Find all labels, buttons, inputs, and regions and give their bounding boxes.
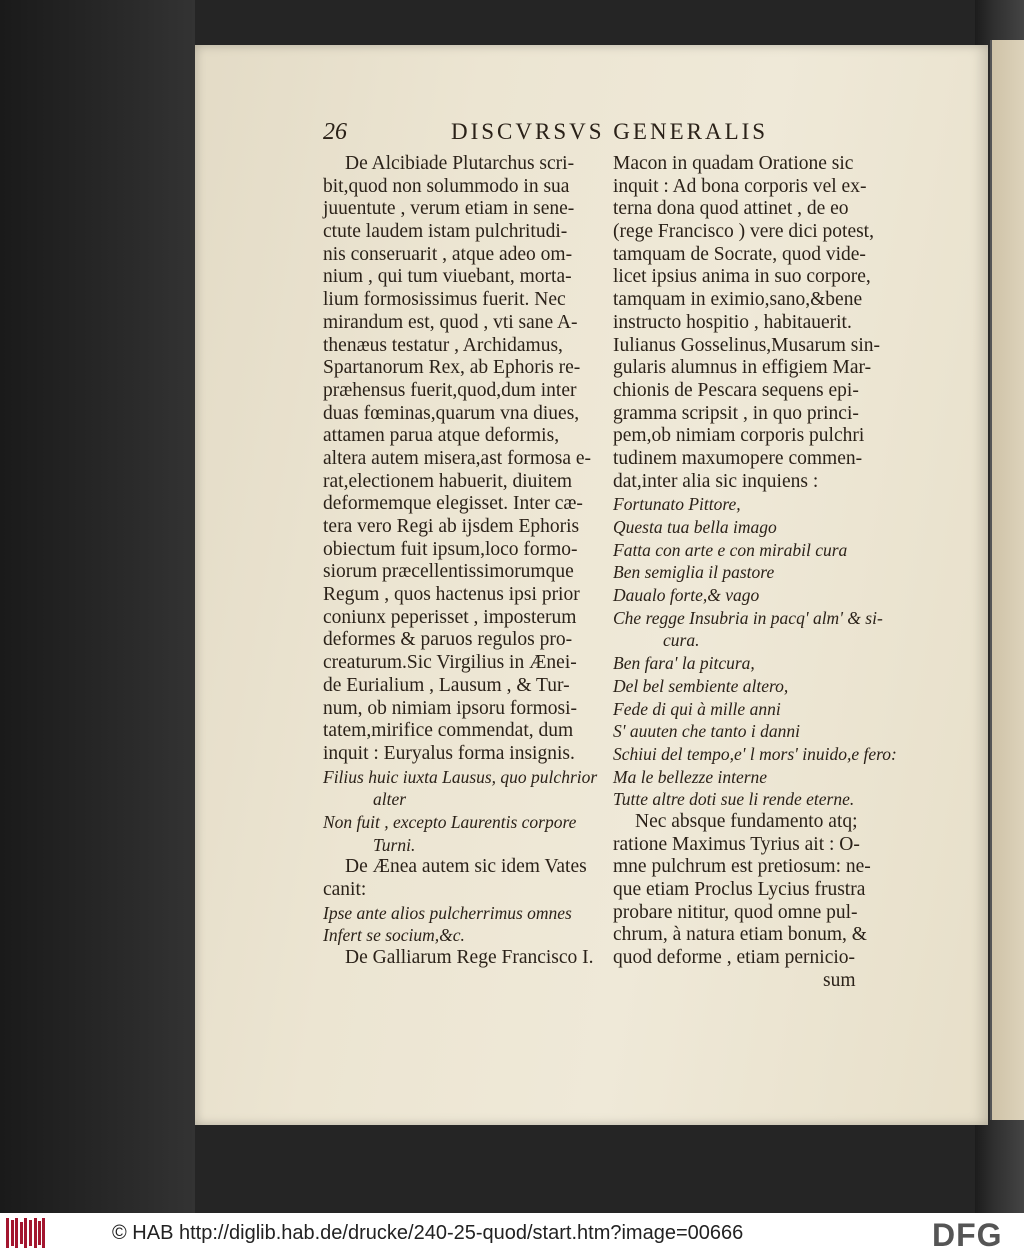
text-line: thenæus testatur , Archidamus, [323, 334, 563, 356]
text-line: alter [373, 789, 407, 810]
text-line: De Alcibiade Plutarchus scri- [345, 153, 575, 174]
page-header [323, 119, 963, 149]
text-line: Infert se socium,&c. [323, 925, 465, 946]
text-line: Nec absque fundamento atq; [635, 810, 858, 832]
text-line: tera vero Regi ab ijsdem Ephoris [323, 516, 580, 537]
text-line: nium , qui tum viuebant, morta- [323, 266, 572, 288]
text-line: duas fœminas,quarum vna diues, [323, 402, 580, 424]
text-line: dat,inter alia sic inquiens : [613, 470, 819, 492]
text-line: Ma le bellezze interne [613, 766, 768, 787]
text-line: cura. [663, 630, 700, 651]
text-line: probare nititur, quod omne pul- [613, 901, 858, 923]
text-line: Schiui del tempo,e' l mors' inuido,e fero: [613, 743, 897, 764]
text-line: licet ipsius anima in suo corpore, [613, 266, 871, 288]
text-line: Spartanorum Rex, ab Ephoris re- [323, 357, 581, 379]
adjacent-page-edge [990, 40, 1024, 1120]
text-line: tamquam de Socrate, quod vide- [613, 243, 866, 265]
text-line: Fede di qui à mille anni [613, 698, 781, 719]
text-line: Iulianus Gosselinus,Musarum sin- [613, 334, 881, 356]
scan-background-left [0, 0, 195, 1213]
text-line: deformemque elegisset. Inter cæ- [323, 493, 583, 515]
text-line: bit,quod non solummodo in sua [323, 175, 570, 197]
text-line: que etiam Proclus Lycius frustra [613, 879, 866, 900]
text-line: nis conseruarit , atque adeo om- [323, 243, 573, 265]
running-head: DISCVRSVS GENERALIS [451, 119, 769, 144]
text-line: inquit : Euryalus forma insignis. [323, 742, 575, 764]
source-credit-link[interactable]: © HAB http://diglib.hab.de/drucke/240-25-quod/start.htm?image=00666 [112, 1222, 744, 1244]
text-line: Tutte altre doti sue li rende eterne. [613, 789, 855, 810]
text-line: Turni. [373, 834, 416, 855]
text-line: lium formosissimus fuerit. Nec [323, 289, 566, 311]
text-line: creaturum.Sic Virgilius in Ænei- [323, 652, 577, 674]
text-column-left [323, 153, 598, 970]
text-line: tudinem maxumopere commen- [613, 447, 863, 469]
text-line: canit: [323, 879, 367, 900]
text-line: Regum , quos hactenus ipsi prior [323, 584, 580, 606]
text-line: inquit : Ad bona corporis vel ex- [613, 175, 867, 197]
text-line: attamen parua atque deformis, [323, 425, 560, 447]
text-line: Fortunato Pittore, [613, 494, 741, 515]
text-line: tatem,mirifice commendat, dum [323, 720, 574, 742]
text-line: juuentute , verum etiam in sene- [323, 198, 575, 220]
text-line: rat,electionem habuerit, diuitem [323, 470, 573, 492]
text-line: S' auuten che tanto i danni [613, 721, 800, 742]
text-line: siorum præcellentissimorumque [323, 561, 574, 583]
hab-logo-icon [6, 1217, 46, 1251]
page-number: 26 [323, 119, 347, 145]
text-line: ctute laudem istam pulchritudi- [323, 221, 568, 243]
text-line: pem,ob nimiam corporis pulchri [613, 425, 865, 447]
text-line: tamquam in eximio,sano,&bene [613, 289, 863, 311]
text-line: De Galliarum Rege Francisco I. [345, 947, 594, 969]
text-line: deformes & paruos regulos pro- [323, 629, 573, 651]
text-line: instructo hospitio , habitauerit. [613, 311, 852, 333]
text-line: Non fuit , excepto Laurentis corpore [323, 811, 577, 832]
text-line: chionis de Pescara sequens epi- [613, 379, 859, 401]
text-line: præhensus fuerit,quod,dum inter [323, 379, 577, 401]
text-line: sum [823, 969, 856, 991]
text-column-right [613, 153, 897, 992]
text-line: ratione Maximus Tyrius ait : O- [613, 833, 860, 855]
text-line: gularis alumnus in effigiem Mar- [613, 357, 872, 379]
text-line: Daualo forte,& vago [613, 585, 760, 606]
text-line: quod deforme , etiam pernicio- [613, 947, 856, 969]
text-line: Ben fara' la pitcura, [613, 653, 755, 674]
text-line: (rege Francisco ) vere dici potest, [613, 221, 874, 243]
text-line: obiectum fuit ipsum,loco formo- [323, 538, 578, 560]
text-line: num, ob nimiam ipsoru formosi- [323, 697, 578, 719]
text-line: De Ænea autem sic idem Vates [345, 856, 587, 878]
text-line: Questa tua bella imago [613, 517, 777, 537]
text-line: Del bel sembiente altero, [613, 675, 789, 696]
viewer-footer [0, 1213, 1024, 1255]
text-line: chrum, à natura etiam bonum, & [613, 924, 867, 946]
book-page [195, 45, 988, 1125]
text-line: Macon in quadam Oratione sic [613, 153, 854, 174]
text-line: Fatta con arte e con mirabil cura [613, 539, 848, 560]
text-line: gramma scripsit , in quo princi- [613, 402, 859, 424]
text-line: Che regge Insubria in pacq' alm' & si- [613, 607, 883, 628]
text-line: coniunx peperisset , imposterum [323, 606, 577, 628]
text-line: mne pulchrum est pretiosum: ne- [613, 856, 871, 878]
text-line: mirandum est, quod , vti sane A- [323, 311, 578, 333]
text-line: de Eurialium , Lausum , & Tur- [323, 674, 570, 696]
text-line: Filius huic iuxta Lausus, quo pulchrior [323, 766, 598, 787]
text-line: Ipse ante alios pulcherrimus omnes [323, 902, 572, 923]
text-line: altera autem misera,ast formosa e- [323, 447, 592, 469]
text-line: Ben semiglia il pastore [613, 562, 775, 583]
text-line: terna dona quod attinet , de eo [613, 198, 849, 220]
dfg-logo: DFG [932, 1217, 1003, 1253]
